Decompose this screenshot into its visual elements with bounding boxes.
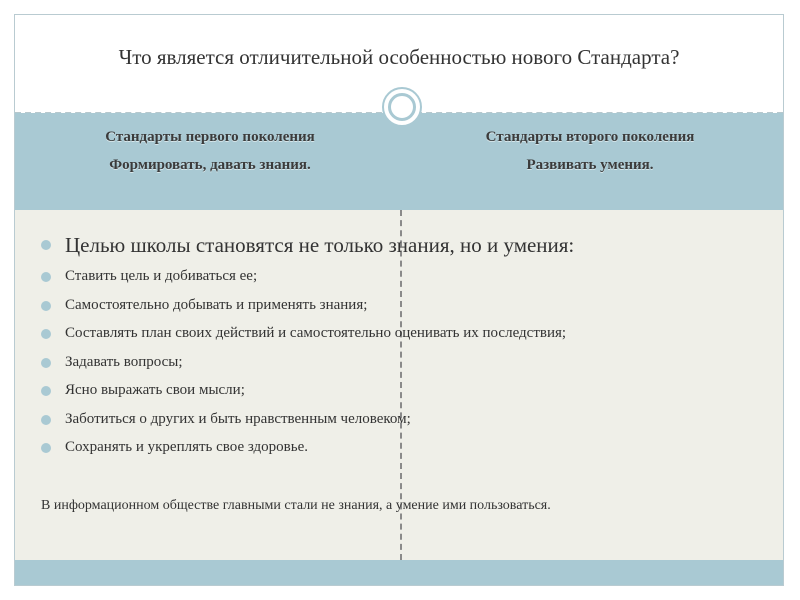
list-item: [35, 291, 763, 320]
circle-ornament-icon: [382, 87, 422, 127]
footnote-text: В информационном обществе главными стали не знания, а умение ими пользоваться.: [41, 498, 551, 513]
list-item-text: Целью школы становятся не только знания, но и умения:: [65, 233, 575, 257]
list-item-text: Задавать вопросы;: [65, 353, 183, 370]
slide: [14, 14, 784, 586]
footer-band: [15, 560, 783, 585]
list-item-text: Самостоятельно добывать и применять знания;: [65, 296, 368, 313]
bullet-icon: [41, 443, 51, 453]
list-item-text: Составлять план своих действий и самостоятельно оценивать их последствия;: [65, 325, 567, 341]
slide-title: Что является отличительной особенностью нового Стандарта?: [118, 45, 680, 69]
list-item-text: Ясно выражать свои мысли;: [65, 382, 245, 398]
bullet-icon: [41, 301, 51, 311]
bullet-icon: [41, 358, 51, 368]
list-item-text: Ставить цель и добиваться ее;: [65, 268, 258, 284]
list-item: [35, 376, 763, 405]
left-column-heading: Стандарты первого поколения: [105, 129, 315, 145]
left-column-subheading: Формировать, давать знания.: [109, 157, 311, 173]
header-band: [15, 113, 783, 210]
right-column: [410, 123, 770, 179]
bullet-icon: [41, 386, 51, 396]
list-item: [35, 348, 763, 377]
list-item: [35, 405, 763, 434]
list-item: [35, 228, 763, 262]
bullet-icon: [41, 272, 51, 282]
right-column-heading: Стандарты второго поколения: [485, 129, 695, 145]
content-area: [15, 210, 783, 560]
bullet-list: [35, 228, 763, 462]
list-item: [35, 262, 763, 291]
bullet-icon: [41, 240, 51, 250]
bullet-icon: [41, 415, 51, 425]
left-column: [30, 123, 390, 179]
right-column-subheading: Развивать умения.: [526, 157, 654, 173]
list-item: [35, 319, 763, 348]
list-item: [35, 433, 763, 462]
list-item-text: Заботиться о других и быть нравственным человеком;: [65, 410, 411, 427]
bullet-icon: [41, 329, 51, 339]
list-item-text: Сохранять и укреплять свое здоровье.: [65, 439, 308, 455]
